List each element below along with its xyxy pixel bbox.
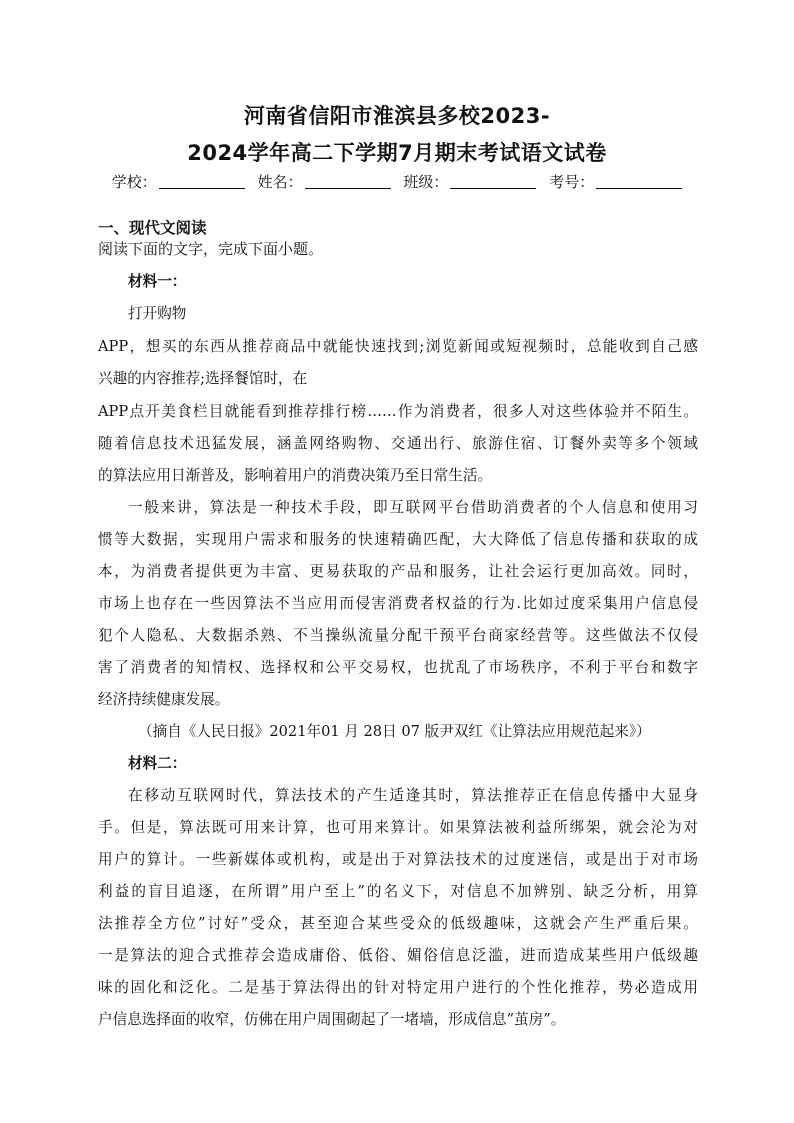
material1-label: 材料一： [128,273,187,290]
exam-title-line2: 2024学年高二下学期7月期末考试语文试卷 [187,141,607,165]
paragraph-line: 一是算法的迎合式推荐会造成庸俗、低俗、媚俗信息泛滥，进而造成某些用户低级趣 [98,947,698,964]
exam-number-blank[interactable] [596,174,682,189]
paragraph-line: APP点开美食栏目就能看到推荐排行榜……作为消费者，很多人对这些体验并不陌生。 [98,403,698,420]
paragraph-line: 兴趣的内容推荐;选择餐馆时，在 [98,370,308,387]
instruction: 阅读下面的文字，完成下面小题。 [98,240,324,258]
paragraph-line: 的算法应用日渐普及，影响着用户的消费决策乃至日常生活。 [98,467,493,484]
paragraph-line: 利益的盲目追逐，在所谓”用户至上”的名义下，对信息不加辨别、缺乏分析，用算 [98,883,698,900]
paragraph-line: 经济持续健康发展。 [98,691,230,708]
paragraph-line: 惯等大数据，实现用户需求和服务的快速精确匹配，大大降低了信息传播和获取的成 [98,531,698,548]
section-heading: 一、现代文阅读 [98,219,207,237]
paragraph-line: 户信息选择面的收窄，仿佛在用户周围砌起了一堵墙，形成信息”茧房”。 [98,1011,566,1028]
exam-number-field: 考号： [549,171,682,192]
paragraph-line: 一般来讲，算法是一种技术手段，即互联网平台借助消费者的个人信息和使用习 [128,499,698,516]
paragraph-line: 随着信息技术迅猛发展，涵盖网络购物、交通出行、旅游住宿、订餐外卖等多个领域 [98,435,698,452]
material1-citation: （摘自《人民日报》2021年01 月 28日 07 版尹双红《让算法应用规范起来》） [138,723,651,740]
paragraph-line: 法推荐全方位”讨好”受众，甚至迎合某些受众的低级趣味，这就会产生严重后果。 [98,915,698,932]
exam-title-line1: 河南省信阳市淮滨县多校2023- [243,104,551,128]
student-info-fields [0,171,794,192]
paragraph-line: 市场上也存在一些因算法不当应用而侵害消费者权益的行为.比如过度采集用户信息侵 [98,595,698,612]
school-blank[interactable] [159,174,245,189]
name-blank[interactable] [305,174,391,189]
paragraph-line: 打开购物 [128,305,187,322]
paragraph-line: 味的固化和泛化。二是基于算法得出的针对特定用户进行的个性化推荐，势必造成用 [98,979,698,996]
paragraph-line: 犯个人隐私、大数据杀熟、不当操纵流量分配干预平台商家经营等。这些做法不仅侵 [98,627,698,644]
school-field: 学校： [112,171,245,192]
paragraph-line: 本，为消费者提供更为丰富、更易获取的产品和服务，让社会运行更加高效。同时， [98,563,698,580]
paragraph-line: 手。但是，算法既可用来计算，也可用来算计。如果算法被利益所绑架，就会沦为对 [98,819,698,836]
paragraph-line: 害了消费者的知情权、选择权和公平交易权，也扰乱了市场秩序，不利于平台和数字 [98,659,698,676]
paragraph-line: APP，想买的东西从推荐商品中就能快速找到;浏览新闻或短视频时，总能收到自己感 [98,338,698,355]
name-field: 姓名： [258,171,391,192]
paragraph-line: 用户的算计。一些新媒体或机构，或是出于对算法技术的过度迷信，或是出于对市场 [98,851,698,868]
paragraph-line: 在移动互联网时代，算法技术的产生适逢其时，算法推荐正在信息传播中大显身 [128,787,698,804]
material2-label: 材料二： [128,755,187,772]
class-blank[interactable] [450,174,536,189]
class-field: 班级： [403,171,536,192]
